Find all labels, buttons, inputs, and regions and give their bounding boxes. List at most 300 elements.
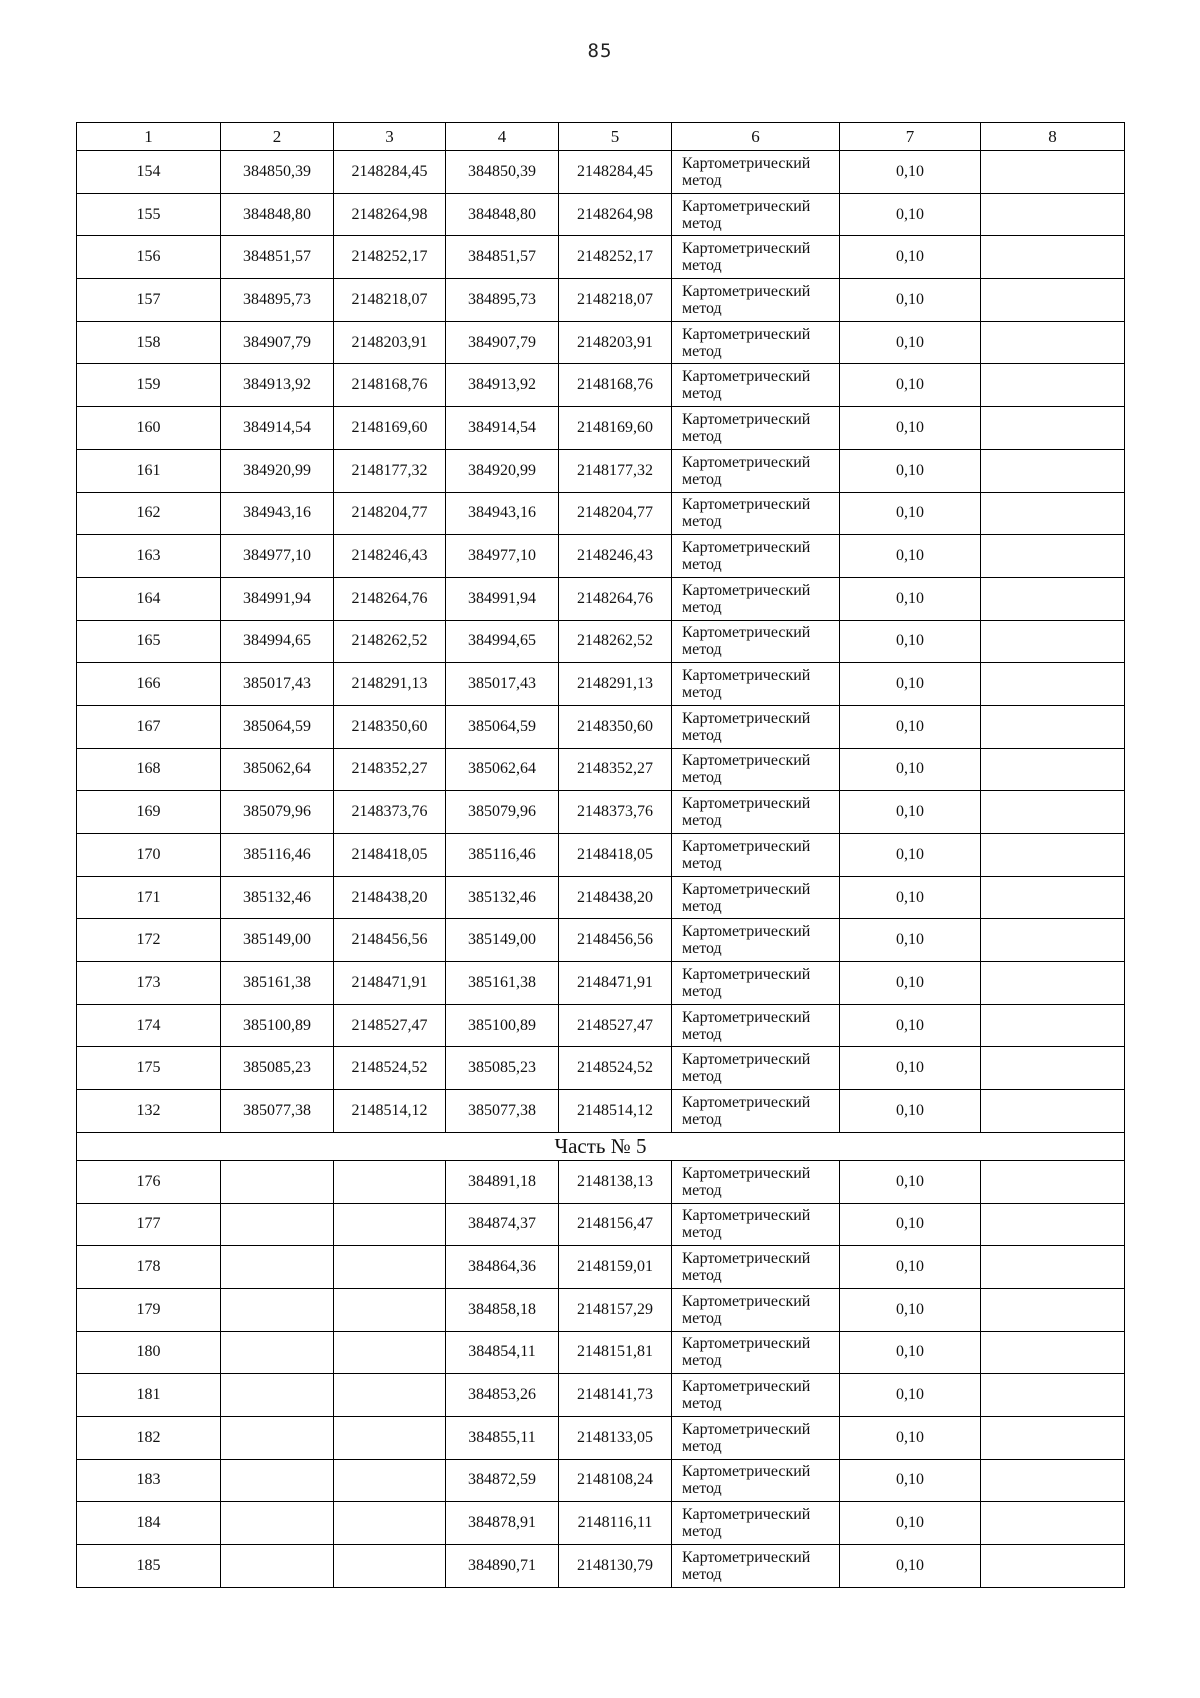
- method-cell: Картометрический метод: [672, 1502, 840, 1545]
- column-header: 7: [840, 123, 981, 151]
- new-y-cell: 2148157,29: [559, 1288, 672, 1331]
- note-cell: [981, 748, 1125, 791]
- accuracy-cell: 0,10: [840, 1090, 981, 1133]
- new-y-cell: 2148218,07: [559, 279, 672, 322]
- note-cell: [981, 1160, 1125, 1203]
- existing-y-cell: 2148252,17: [334, 236, 446, 279]
- new-y-cell: 2148262,52: [559, 620, 672, 663]
- column-header: 5: [559, 123, 672, 151]
- existing-y-cell: 2148418,05: [334, 834, 446, 877]
- table-row: [77, 193, 1125, 236]
- new-x-cell: 384943,16: [446, 492, 559, 535]
- note-cell: [981, 663, 1125, 706]
- existing-y-cell: 2148246,43: [334, 535, 446, 578]
- existing-x-cell: 384895,73: [221, 279, 334, 322]
- table-row: [77, 1047, 1125, 1090]
- note-cell: [981, 321, 1125, 364]
- note-cell: [981, 236, 1125, 279]
- new-x-cell: 385085,23: [446, 1047, 559, 1090]
- table-row: [77, 620, 1125, 663]
- accuracy-cell: 0,10: [840, 1459, 981, 1502]
- part-row: [77, 1132, 1125, 1160]
- existing-y-cell: 2148204,77: [334, 492, 446, 535]
- note-cell: [981, 364, 1125, 407]
- note-cell: [981, 1502, 1125, 1545]
- table-row: [77, 834, 1125, 877]
- accuracy-cell: 0,10: [840, 364, 981, 407]
- method-cell: Картометрический метод: [672, 1090, 840, 1133]
- new-x-cell: 385077,38: [446, 1090, 559, 1133]
- new-x-cell: 384872,59: [446, 1459, 559, 1502]
- accuracy-cell: 0,10: [840, 620, 981, 663]
- new-y-cell: 2148514,12: [559, 1090, 672, 1133]
- table-row: [77, 1545, 1125, 1588]
- new-x-cell: 384850,39: [446, 151, 559, 194]
- coordinates-table: [76, 122, 1125, 1588]
- point-number-cell: 178: [77, 1246, 221, 1289]
- existing-y-cell: [334, 1459, 446, 1502]
- existing-y-cell: 2148203,91: [334, 321, 446, 364]
- method-cell: Картометрический метод: [672, 1004, 840, 1047]
- method-cell: Картометрический метод: [672, 1459, 840, 1502]
- accuracy-cell: 0,10: [840, 1047, 981, 1090]
- point-number-cell: 184: [77, 1502, 221, 1545]
- point-number-cell: 173: [77, 962, 221, 1005]
- point-number-cell: 175: [77, 1047, 221, 1090]
- new-y-cell: 2148524,52: [559, 1047, 672, 1090]
- new-x-cell: 385149,00: [446, 919, 559, 962]
- table-row: [77, 279, 1125, 322]
- method-cell: Картометрический метод: [672, 876, 840, 919]
- method-cell: Картометрический метод: [672, 1288, 840, 1331]
- method-cell: Картометрический метод: [672, 193, 840, 236]
- table-row: [77, 1203, 1125, 1246]
- new-y-cell: 2148438,20: [559, 876, 672, 919]
- existing-y-cell: 2148264,98: [334, 193, 446, 236]
- note-cell: [981, 1288, 1125, 1331]
- note-cell: [981, 1331, 1125, 1374]
- new-x-cell: 384848,80: [446, 193, 559, 236]
- table-row: [77, 748, 1125, 791]
- existing-y-cell: 2148438,20: [334, 876, 446, 919]
- note-cell: [981, 449, 1125, 492]
- table-row: [77, 449, 1125, 492]
- existing-x-cell: 385077,38: [221, 1090, 334, 1133]
- method-cell: Картометрический метод: [672, 279, 840, 322]
- table-row: [77, 1288, 1125, 1331]
- new-x-cell: 384920,99: [446, 449, 559, 492]
- new-x-cell: 384895,73: [446, 279, 559, 322]
- accuracy-cell: 0,10: [840, 1416, 981, 1459]
- point-number-cell: 158: [77, 321, 221, 364]
- existing-x-cell: 384848,80: [221, 193, 334, 236]
- table-row: [77, 1502, 1125, 1545]
- accuracy-cell: 0,10: [840, 1160, 981, 1203]
- table-row: [77, 1331, 1125, 1374]
- accuracy-cell: 0,10: [840, 151, 981, 194]
- note-cell: [981, 1047, 1125, 1090]
- new-x-cell: 384878,91: [446, 1502, 559, 1545]
- accuracy-cell: 0,10: [840, 919, 981, 962]
- existing-y-cell: 2148168,76: [334, 364, 446, 407]
- existing-y-cell: 2148218,07: [334, 279, 446, 322]
- new-x-cell: 384855,11: [446, 1416, 559, 1459]
- method-cell: Картометрический метод: [672, 1160, 840, 1203]
- existing-y-cell: [334, 1288, 446, 1331]
- accuracy-cell: 0,10: [840, 535, 981, 578]
- new-y-cell: 2148284,45: [559, 151, 672, 194]
- table-row: [77, 577, 1125, 620]
- existing-y-cell: 2148471,91: [334, 962, 446, 1005]
- method-cell: Картометрический метод: [672, 1331, 840, 1374]
- accuracy-cell: 0,10: [840, 321, 981, 364]
- accuracy-cell: 0,10: [840, 876, 981, 919]
- new-y-cell: 2148246,43: [559, 535, 672, 578]
- method-cell: Картометрический метод: [672, 535, 840, 578]
- point-number-cell: 164: [77, 577, 221, 620]
- point-number-cell: 185: [77, 1545, 221, 1588]
- point-number-cell: 182: [77, 1416, 221, 1459]
- new-y-cell: 2148141,73: [559, 1374, 672, 1417]
- note-cell: [981, 1374, 1125, 1417]
- accuracy-cell: 0,10: [840, 492, 981, 535]
- point-number-cell: 165: [77, 620, 221, 663]
- existing-y-cell: [334, 1374, 446, 1417]
- accuracy-cell: 0,10: [840, 1004, 981, 1047]
- existing-y-cell: 2148514,12: [334, 1090, 446, 1133]
- method-cell: Картометрический метод: [672, 1374, 840, 1417]
- existing-y-cell: 2148524,52: [334, 1047, 446, 1090]
- note-cell: [981, 1246, 1125, 1289]
- page-number: 85: [587, 40, 613, 62]
- note-cell: [981, 705, 1125, 748]
- accuracy-cell: 0,10: [840, 1374, 981, 1417]
- method-cell: Картометрический метод: [672, 834, 840, 877]
- point-number-cell: 157: [77, 279, 221, 322]
- new-y-cell: 2148133,05: [559, 1416, 672, 1459]
- existing-x-cell: [221, 1416, 334, 1459]
- new-y-cell: 2148527,47: [559, 1004, 672, 1047]
- existing-y-cell: 2148262,52: [334, 620, 446, 663]
- new-y-cell: 2148177,32: [559, 449, 672, 492]
- point-number-cell: 180: [77, 1331, 221, 1374]
- existing-y-cell: 2148177,32: [334, 449, 446, 492]
- method-cell: Картометрический метод: [672, 236, 840, 279]
- new-y-cell: 2148456,56: [559, 919, 672, 962]
- table-row: [77, 151, 1125, 194]
- existing-x-cell: 384913,92: [221, 364, 334, 407]
- table-row: [77, 1246, 1125, 1289]
- existing-y-cell: 2148527,47: [334, 1004, 446, 1047]
- existing-x-cell: 384907,79: [221, 321, 334, 364]
- new-y-cell: 2148264,98: [559, 193, 672, 236]
- point-number-cell: 176: [77, 1160, 221, 1203]
- new-y-cell: 2148151,81: [559, 1331, 672, 1374]
- existing-x-cell: 384991,94: [221, 577, 334, 620]
- accuracy-cell: 0,10: [840, 1203, 981, 1246]
- existing-x-cell: 385062,64: [221, 748, 334, 791]
- method-cell: Картометрический метод: [672, 705, 840, 748]
- existing-x-cell: 385079,96: [221, 791, 334, 834]
- existing-x-cell: [221, 1160, 334, 1203]
- new-y-cell: 2148203,91: [559, 321, 672, 364]
- accuracy-cell: 0,10: [840, 1545, 981, 1588]
- note-cell: [981, 1545, 1125, 1588]
- point-number-cell: 167: [77, 705, 221, 748]
- table-row: [77, 1374, 1125, 1417]
- new-x-cell: 384891,18: [446, 1160, 559, 1203]
- new-x-cell: 385079,96: [446, 791, 559, 834]
- new-x-cell: 384853,26: [446, 1374, 559, 1417]
- existing-x-cell: [221, 1203, 334, 1246]
- existing-y-cell: 2148456,56: [334, 919, 446, 962]
- existing-y-cell: 2148264,76: [334, 577, 446, 620]
- note-cell: [981, 791, 1125, 834]
- table-row: [77, 1160, 1125, 1203]
- accuracy-cell: 0,10: [840, 1288, 981, 1331]
- table-row: [77, 876, 1125, 919]
- note-cell: [981, 834, 1125, 877]
- column-header: 4: [446, 123, 559, 151]
- table-row: [77, 236, 1125, 279]
- accuracy-cell: 0,10: [840, 1502, 981, 1545]
- note-cell: [981, 1459, 1125, 1502]
- note-cell: [981, 919, 1125, 962]
- new-y-cell: 2148471,91: [559, 962, 672, 1005]
- existing-x-cell: 385132,46: [221, 876, 334, 919]
- new-y-cell: 2148373,76: [559, 791, 672, 834]
- existing-x-cell: [221, 1502, 334, 1545]
- new-x-cell: 385017,43: [446, 663, 559, 706]
- column-header: 8: [981, 123, 1125, 151]
- new-y-cell: 2148159,01: [559, 1246, 672, 1289]
- column-header: 2: [221, 123, 334, 151]
- existing-y-cell: [334, 1331, 446, 1374]
- table-row: [77, 321, 1125, 364]
- new-y-cell: 2148169,60: [559, 407, 672, 450]
- accuracy-cell: 0,10: [840, 236, 981, 279]
- note-cell: [981, 1004, 1125, 1047]
- new-y-cell: 2148291,13: [559, 663, 672, 706]
- new-x-cell: 384858,18: [446, 1288, 559, 1331]
- point-number-cell: 163: [77, 535, 221, 578]
- new-x-cell: 384890,71: [446, 1545, 559, 1588]
- point-number-cell: 177: [77, 1203, 221, 1246]
- column-header: 1: [77, 123, 221, 151]
- point-number-cell: 155: [77, 193, 221, 236]
- existing-x-cell: 385064,59: [221, 705, 334, 748]
- existing-x-cell: [221, 1374, 334, 1417]
- point-number-cell: 179: [77, 1288, 221, 1331]
- new-x-cell: 385132,46: [446, 876, 559, 919]
- existing-x-cell: 385116,46: [221, 834, 334, 877]
- accuracy-cell: 0,10: [840, 577, 981, 620]
- new-y-cell: 2148138,13: [559, 1160, 672, 1203]
- new-x-cell: 385064,59: [446, 705, 559, 748]
- point-number-cell: 171: [77, 876, 221, 919]
- existing-y-cell: 2148373,76: [334, 791, 446, 834]
- existing-y-cell: 2148169,60: [334, 407, 446, 450]
- point-number-cell: 183: [77, 1459, 221, 1502]
- new-x-cell: 384864,36: [446, 1246, 559, 1289]
- accuracy-cell: 0,10: [840, 1246, 981, 1289]
- point-number-cell: 168: [77, 748, 221, 791]
- existing-x-cell: 384851,57: [221, 236, 334, 279]
- existing-x-cell: 384920,99: [221, 449, 334, 492]
- existing-y-cell: [334, 1203, 446, 1246]
- existing-y-cell: 2148350,60: [334, 705, 446, 748]
- point-number-cell: 159: [77, 364, 221, 407]
- accuracy-cell: 0,10: [840, 193, 981, 236]
- new-y-cell: 2148418,05: [559, 834, 672, 877]
- table-row: [77, 364, 1125, 407]
- accuracy-cell: 0,10: [840, 279, 981, 322]
- new-y-cell: 2148204,77: [559, 492, 672, 535]
- note-cell: [981, 1416, 1125, 1459]
- header-row: [77, 123, 1125, 151]
- table-row: [77, 962, 1125, 1005]
- table-row: [77, 919, 1125, 962]
- existing-y-cell: [334, 1246, 446, 1289]
- existing-x-cell: 384994,65: [221, 620, 334, 663]
- table-row: [77, 705, 1125, 748]
- point-number-cell: 174: [77, 1004, 221, 1047]
- method-cell: Картометрический метод: [672, 407, 840, 450]
- new-y-cell: 2148264,76: [559, 577, 672, 620]
- existing-y-cell: [334, 1502, 446, 1545]
- part-label: Часть № 5: [77, 1132, 1125, 1160]
- new-x-cell: 385161,38: [446, 962, 559, 1005]
- accuracy-cell: 0,10: [840, 834, 981, 877]
- existing-x-cell: 385149,00: [221, 919, 334, 962]
- new-y-cell: 2148350,60: [559, 705, 672, 748]
- note-cell: [981, 193, 1125, 236]
- point-number-cell: 154: [77, 151, 221, 194]
- method-cell: Картометрический метод: [672, 620, 840, 663]
- note-cell: [981, 492, 1125, 535]
- method-cell: Картометрический метод: [672, 151, 840, 194]
- existing-x-cell: 385161,38: [221, 962, 334, 1005]
- method-cell: Картометрический метод: [672, 1203, 840, 1246]
- new-x-cell: 384977,10: [446, 535, 559, 578]
- point-number-cell: 172: [77, 919, 221, 962]
- new-y-cell: 2148156,47: [559, 1203, 672, 1246]
- new-x-cell: 384854,11: [446, 1331, 559, 1374]
- existing-x-cell: [221, 1459, 334, 1502]
- point-number-cell: 166: [77, 663, 221, 706]
- note-cell: [981, 876, 1125, 919]
- point-number-cell: 162: [77, 492, 221, 535]
- table-row: [77, 535, 1125, 578]
- note-cell: [981, 151, 1125, 194]
- method-cell: Картометрический метод: [672, 919, 840, 962]
- note-cell: [981, 535, 1125, 578]
- table-row: [77, 492, 1125, 535]
- method-cell: Картометрический метод: [672, 1047, 840, 1090]
- method-cell: Картометрический метод: [672, 791, 840, 834]
- table-row: [77, 791, 1125, 834]
- table-row: [77, 407, 1125, 450]
- new-y-cell: 2148130,79: [559, 1545, 672, 1588]
- accuracy-cell: 0,10: [840, 663, 981, 706]
- method-cell: Картометрический метод: [672, 748, 840, 791]
- existing-x-cell: 384850,39: [221, 151, 334, 194]
- note-cell: [981, 1203, 1125, 1246]
- existing-x-cell: 384943,16: [221, 492, 334, 535]
- new-x-cell: 384874,37: [446, 1203, 559, 1246]
- existing-x-cell: 384977,10: [221, 535, 334, 578]
- accuracy-cell: 0,10: [840, 791, 981, 834]
- new-y-cell: 2148352,27: [559, 748, 672, 791]
- existing-x-cell: [221, 1246, 334, 1289]
- method-cell: Картометрический метод: [672, 1246, 840, 1289]
- note-cell: [981, 279, 1125, 322]
- point-number-cell: 181: [77, 1374, 221, 1417]
- point-number-cell: 170: [77, 834, 221, 877]
- point-number-cell: 156: [77, 236, 221, 279]
- method-cell: Картометрический метод: [672, 663, 840, 706]
- note-cell: [981, 1090, 1125, 1133]
- method-cell: Картометрический метод: [672, 364, 840, 407]
- table-row: [77, 1416, 1125, 1459]
- accuracy-cell: 0,10: [840, 748, 981, 791]
- accuracy-cell: 0,10: [840, 1331, 981, 1374]
- new-x-cell: 385100,89: [446, 1004, 559, 1047]
- existing-y-cell: [334, 1545, 446, 1588]
- existing-y-cell: [334, 1160, 446, 1203]
- existing-x-cell: [221, 1545, 334, 1588]
- method-cell: Картометрический метод: [672, 449, 840, 492]
- new-x-cell: 384991,94: [446, 577, 559, 620]
- new-x-cell: 384907,79: [446, 321, 559, 364]
- point-number-cell: 132: [77, 1090, 221, 1133]
- existing-x-cell: 385100,89: [221, 1004, 334, 1047]
- note-cell: [981, 962, 1125, 1005]
- method-cell: Картометрический метод: [672, 577, 840, 620]
- accuracy-cell: 0,10: [840, 705, 981, 748]
- new-x-cell: 385062,64: [446, 748, 559, 791]
- new-y-cell: 2148108,24: [559, 1459, 672, 1502]
- new-x-cell: 384851,57: [446, 236, 559, 279]
- note-cell: [981, 620, 1125, 663]
- method-cell: Картометрический метод: [672, 1545, 840, 1588]
- existing-x-cell: [221, 1288, 334, 1331]
- note-cell: [981, 407, 1125, 450]
- table-row: [77, 1090, 1125, 1133]
- method-cell: Картометрический метод: [672, 962, 840, 1005]
- new-x-cell: 384994,65: [446, 620, 559, 663]
- existing-y-cell: [334, 1416, 446, 1459]
- accuracy-cell: 0,10: [840, 962, 981, 1005]
- table-row: [77, 663, 1125, 706]
- column-header: 6: [672, 123, 840, 151]
- method-cell: Картометрический метод: [672, 321, 840, 364]
- existing-x-cell: 385085,23: [221, 1047, 334, 1090]
- column-header: 3: [334, 123, 446, 151]
- existing-y-cell: 2148291,13: [334, 663, 446, 706]
- existing-y-cell: 2148352,27: [334, 748, 446, 791]
- new-x-cell: 384914,54: [446, 407, 559, 450]
- existing-x-cell: [221, 1331, 334, 1374]
- method-cell: Картометрический метод: [672, 1416, 840, 1459]
- existing-y-cell: 2148284,45: [334, 151, 446, 194]
- accuracy-cell: 0,10: [840, 449, 981, 492]
- accuracy-cell: 0,10: [840, 407, 981, 450]
- new-y-cell: 2148168,76: [559, 364, 672, 407]
- new-y-cell: 2148252,17: [559, 236, 672, 279]
- note-cell: [981, 577, 1125, 620]
- existing-x-cell: 385017,43: [221, 663, 334, 706]
